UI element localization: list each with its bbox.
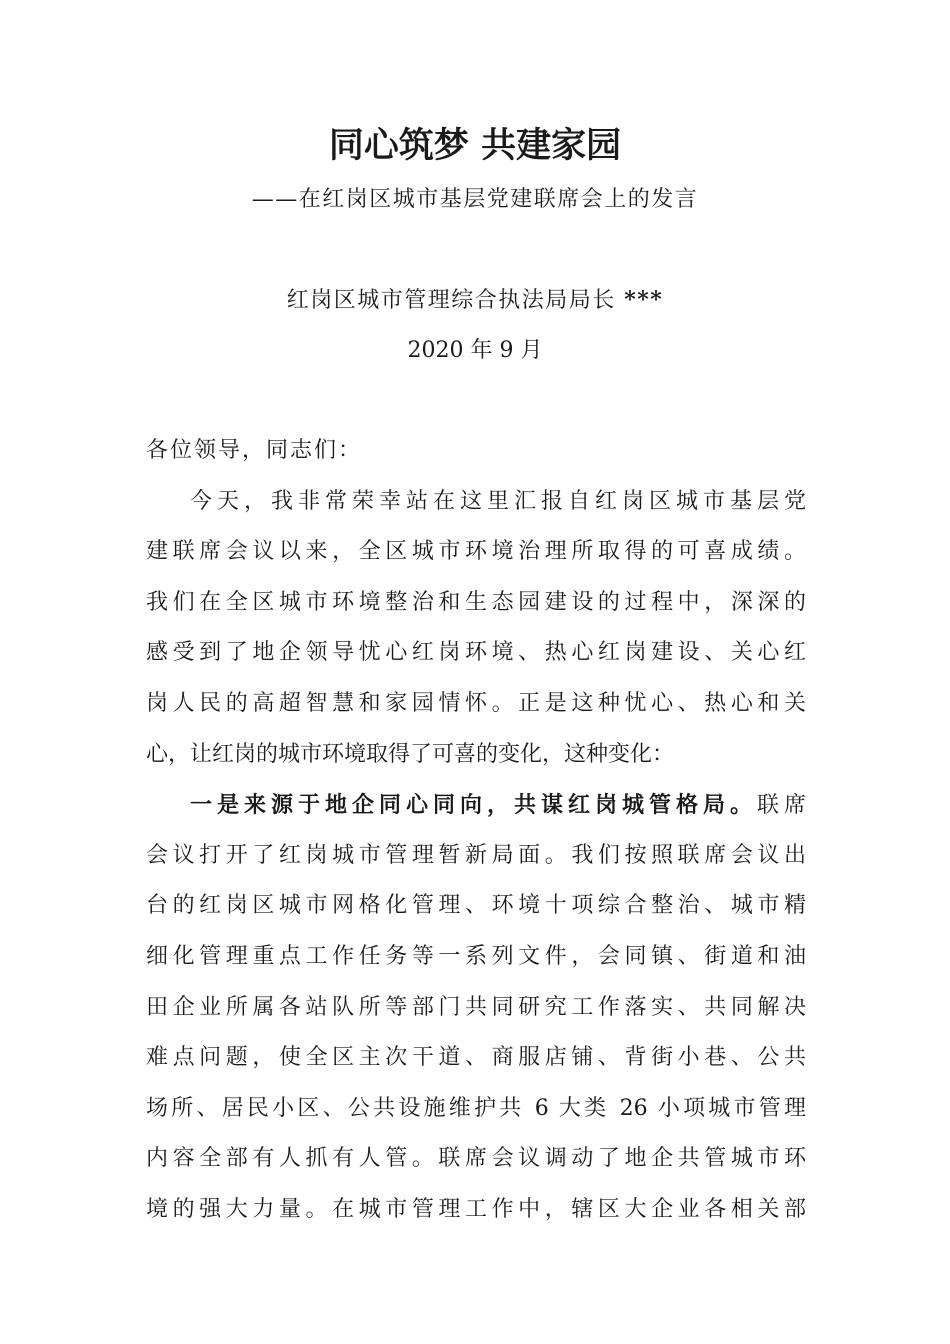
paragraph-line: 境的强大力量。在城市管理工作中，辖区大企业各相关部 (146, 1196, 806, 1222)
document-title: 同心筑梦 共建家园 (328, 125, 622, 166)
paragraph-line: 感受到了地企领导忧心红岗环境、热心红岗建设、关心红 (146, 640, 806, 666)
paragraph-line: 我们在全区城市环境整治和生态园建设的过程中，深深的 (146, 589, 806, 615)
author-title: 红岗区城市管理综合执法局局长 (286, 288, 616, 313)
paragraph-line: 心，让红岗的城市环境取得了可喜的变化，这种变化： (146, 741, 675, 767)
document-body (146, 426, 806, 1236)
paragraph-line: 台的红岗区城市网格化管理、环境十项综合整治、城市精 (146, 893, 806, 919)
paragraph-line: 田企业所属各站队所等部门共同研究工作落实、共同解决 (146, 994, 806, 1020)
paragraph-line: 内容全部有人抓有人管。联席会议调动了地企共管城市环 (146, 1146, 806, 1172)
salutation: 各位领导，同志们： (146, 438, 363, 463)
paragraph-line: 会议打开了红岗城市管理暂新局面。我们按照联席会议出 (146, 842, 806, 868)
paragraph-lead-bold: 一是来源于地企同心同向，共谋红岗城管格局。 (190, 792, 757, 819)
paragraph-lead-rest: 联席 (756, 793, 806, 819)
paragraph-line: 细化管理重点工作任务等一系列文件，会同镇、街道和油 (146, 943, 806, 969)
author-name: *** (624, 287, 664, 313)
author-line (0, 280, 950, 321)
paragraph-line: 难点问题，使全区主次干道、商服店铺、背街小巷、公共 (146, 1045, 806, 1071)
paragraph-line (146, 780, 806, 831)
paragraph-line: 场所、居民小区、公共设施维护共 6 大类 26 小项城市管理 (146, 1095, 806, 1121)
paragraph-line: 建联席会议以来，全区城市环境治理所取得的可喜成绩。 (146, 539, 806, 565)
document-subtitle: ——在红岗区城市基层党建联席会上的发言 (251, 187, 699, 212)
paragraph-line: 今天，我非常荣幸站在这里汇报自红岗区城市基层党 (190, 488, 806, 514)
paragraph-line: 岗人民的高超智慧和家园情怀。正是这种忧心、热心和关 (146, 690, 806, 716)
document-date: 2020 年 9 月 (407, 338, 543, 363)
